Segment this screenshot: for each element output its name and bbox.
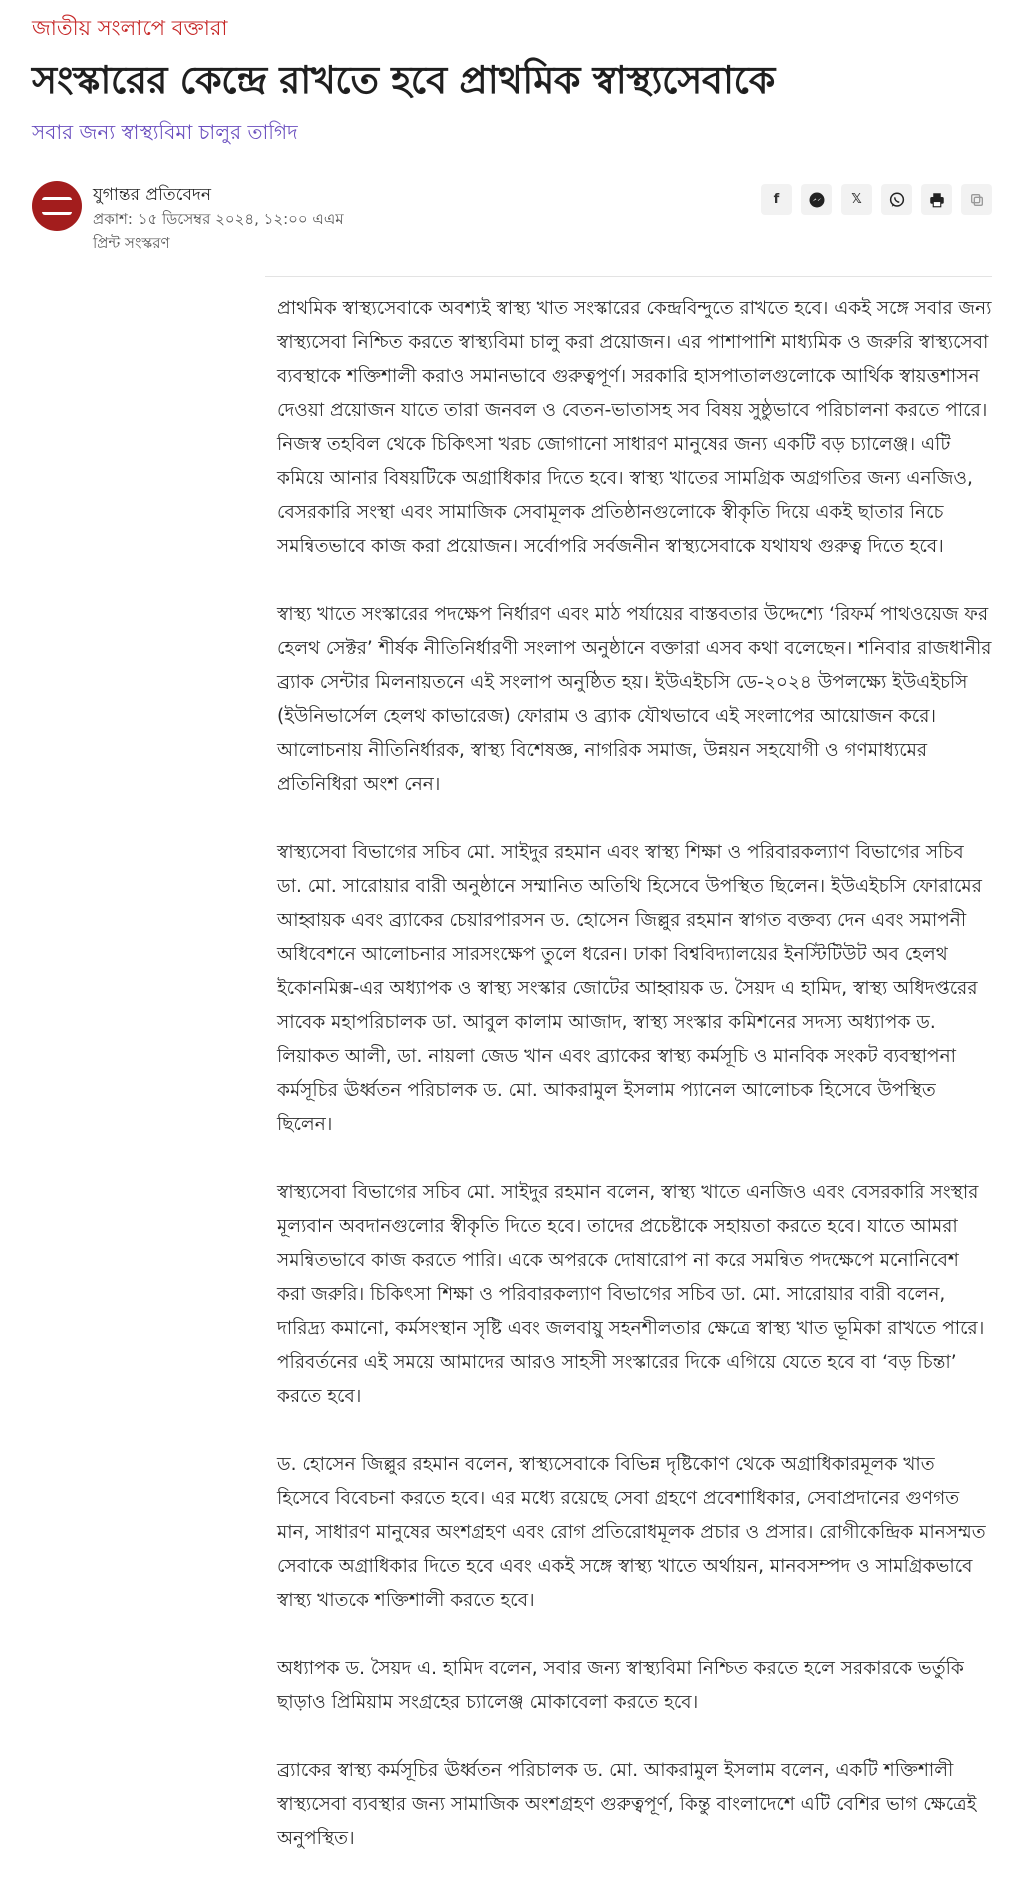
article-paragraph: প্রাথমিক স্বাস্থ্যসেবাকে অবশ্যই স্বাস্থ্য খাত সংস্কারের কেন্দ্রবিন্দুতে রাখতে হবে। একই সঙ্গে সবার জন্য স্বাস্থ্যসেবা নিশ্চিত করতে স্বাস্থ্যবিমা চালু করা প্রয়োজন। এর পাশাপাশি মাধ্যমিক ও জরুরি স্বাস্থ্যসেবা ব্যবস্থাকে শক্তিশালী করাও সমানভাবে গুরুত্বপূর্ণ। সরকারি হাসপাতালগুলোকে আর্থিক স্বায়ত্তশাসন দেওয়া প্রয়োজন যাতে তারা জনবল ও বেতন-ভাতাসহ সব বিষয় সুষ্ঠুভাবে পরিচালনা করতে পারে। নিজস্ব তহবিল থেকে চিকিৎসা খরচ জোগানো সাধারণ মানুষের জন্য একটি বড় চ্যালেঞ্জ। এটি কমিয়ে আনার বিষয়টিকে অগ্রাধিকার দিতে হবে। স্বাস্থ্য খাতের সামগ্রিক অগ্রগতির জন্য এনজিও, বেসরকারি সংস্থা এবং সামাজিক সেবামূলক প্রতিষ্ঠানগুলোকে স্বীকৃতি দিয়ে একই ছাতার নিচে সমন্বিতভাবে কাজ করা প্রয়োজন। সর্বোপরি সর্বজনীন স্বাস্থ্যসেবাকে যথাযথ গুরুত্ব দিতে হবে। — [277, 298, 992, 557]
article-body — [277, 292, 992, 1890]
article-paragraph: ব্র্যাকের স্বাস্থ্য কর্মসূচির ঊর্ধ্বতন পরিচালক ড. মো. আকরামুল ইসলাম বলেন, একটি শক্তিশালী স্বাস্থ্যসেবা ব্যবস্থার জন্য সামাজিক অংশগ্রহণ গুরুত্বপূর্ণ, কিন্তু বাংলাদেশে এটি বেশির ভাগ ক্ষেত্রেই অনুপস্থিত। — [277, 1760, 977, 1849]
logo-mark — [42, 197, 72, 215]
byline — [32, 178, 992, 258]
article-paragraph: স্বাস্থ্য খাতে সংস্কারের পদক্ষেপ নির্ধারণ এবং মাঠ পর্যায়ের বাস্তবতার উদ্দেশ্যে ‘রিফর্ম পাথওয়েজ ফর হেলথ সেক্টর’ শীর্ষক নীতিনির্ধারণী সংলাপ অনুষ্ঠানে বক্তারা এসব কথা বলেছেন। শনিবার রাজধানীর ব্র্যাক সেন্টার মিলনায়তনে এই সংলাপ অনুষ্ঠিত হয়। ইউএইচসি ডে-২০২৪ উপলক্ষ্যে ইউএইচসি (ইউনিভার্সেল হেলথ কাভারেজ) ফোরাম ও ব্র্যাক যৌথভাবে এই সংলাপের আয়োজন করে। আলোচনায় নীতিনির্ধারক, স্বাস্থ্য বিশেষজ্ঞ, নাগরিক সমাজ, উন্নয়ন সহযোগী ও গণমাধ্যমের প্রতিনিধিরা অংশ নেন। — [277, 604, 992, 795]
facebook-glyph: f — [773, 192, 780, 207]
article-headline: সংস্কারের কেন্দ্রে রাখতে হবে প্রাথমিক স্বাস্থ্যসেবাকে — [32, 58, 775, 102]
whatsapp-share-icon[interactable] — [881, 184, 912, 215]
print-edition-label: প্রিন্ট সংস্করণ — [93, 234, 170, 252]
author-name[interactable]: যুগান্তর প্রতিবেদন — [93, 185, 212, 205]
article-subhead: সবার জন্য স্বাস্থ্যবিমা চালুর তাগিদ — [32, 120, 298, 144]
x-glyph: 𝕏 — [851, 192, 862, 207]
facebook-share-icon[interactable] — [761, 184, 792, 215]
article-paragraph: অধ্যাপক ড. সৈয়দ এ. হামিদ বলেন, সবার জন্য স্বাস্থ্যবিমা নিশ্চিত করতে হলে সরকারকে ভর্তুকি ছাড়াও প্রিমিয়াম সংগ্রহের চ্যালেঞ্জ মোকাবেলা করতে হবে। — [277, 1658, 964, 1713]
article-paragraph: স্বাস্থ্যসেবা বিভাগের সচিব মো. সাইদুর রহমান এবং স্বাস্থ্য শিক্ষা ও পরিবারকল্যাণ বিভাগের সচিব ডা. মো. সারোয়ার বারী অনুষ্ঠানে সম্মানিত অতিথি হিসেবে উপস্থিত ছিলেন। ইউএইচসি ফোরামের আহ্বায়ক এবং ব্র্যাকের চেয়ারপারসন ড. হোসেন জিল্লুর রহমান স্বাগত বক্তব্য দেন এবং সমাপনী অধিবেশনে আলোচনার সারসংক্ষেপ তুলে ধরেন। ঢাকা বিশ্ববিদ্যালয়ের ইনস্টিটিউট অব হেলথ ইকোনমিক্স-এর অধ্যাপক ও স্বাস্থ্য সংস্কার জোটের আহ্বায়ক ড. সৈয়দ এ হামিদ, স্বাস্থ্য অধিদপ্তরের সাবেক মহাপরিচালক ডা. আবুল কালাম আজাদ, স্বাস্থ্য সংস্কার কমিশনের সদস্য অধ্যাপক ড. লিয়াকত আলী, ডা. নায়লা জেড খান এবং ব্র্যাকের স্বাস্থ্য কর্মসূচি ও মানবিক সংকট ব্যবস্থাপনা কর্মসূচির ঊর্ধ্বতন পরিচালক ড. মো. আকরামুল ইসলাম প্যানেল আলোচক হিসেবে উপস্থিত ছিলেন। — [277, 842, 982, 1135]
jugantor-logo-icon[interactable] — [32, 181, 82, 231]
article-paragraph: স্বাস্থ্যসেবা বিভাগের সচিব মো. সাইদুর রহমান বলেন, স্বাস্থ্য খাতে এনজিও এবং বেসরকারি সংস্থার মূল্যবান অবদানগুলোর স্বীকৃতি দিতে হবে। তাদের প্রচেষ্টাকে সহায়তা করতে হবে। যাতে আমরা সমন্বিতভাবে কাজ করতে পারি। একে অপরকে দোষারোপ না করে সমন্বিত পদক্ষেপে মনোনিবেশ করা জরুরি। চিকিৎসা শিক্ষা ও পরিবারকল্যাণ বিভাগের সচিব ডা. মো. সারোয়ার বারী বলেন, দারিদ্র্য কমানো, কর্মসংস্থান সৃষ্টি এবং জলবায়ু সহনশীলতার ক্ষেত্রে স্বাস্থ্য খাত ভূমিকা রাখতে পারে। পরিবর্তনের এই সময়ে আমাদের আরও সাহসী সংস্কারের দিকে এগিয়ে যেতে হবে বা ‘বড় চিন্তা’ করতে হবে। — [277, 1182, 985, 1407]
print-glyph — [928, 191, 946, 209]
share-bar — [761, 184, 992, 215]
copy-glyph — [969, 192, 985, 208]
published-date: প্রকাশ: ১৫ ডিসেম্বর ২০২৪, ১২:০০ এএম — [93, 210, 344, 228]
messenger-glyph — [808, 191, 826, 209]
x-share-icon[interactable] — [841, 184, 872, 215]
article-paragraph: ড. হোসেন জিল্লুর রহমান বলেন, স্বাস্থ্যসেবাকে বিভিন্ন দৃষ্টিকোণ থেকে অগ্রাধিকারমূলক খাত হিসেবে বিবেচনা করতে হবে। এর মধ্যে রয়েছে সেবা গ্রহণে প্রবেশাধিকার, সেবাপ্রদানের গুণগত মান, সাধারণ মানুষের অংশগ্রহণ এবং রোগ প্রতিরোধমূলক প্রচার ও প্রসার। রোগীকেন্দ্রিক মানসম্মত সেবাকে অগ্রাধিকার দিতে হবে এবং একই সঙ্গে স্বাস্থ্য খাতে অর্থায়ন, মানবসম্পদ ও সামগ্রিকভাবে স্বাস্থ্য খাতকে শক্তিশালী করতে হবে। — [277, 1454, 986, 1611]
article-kicker[interactable]: জাতীয় সংলাপে বক্তারা — [32, 16, 228, 40]
print-icon[interactable] — [921, 184, 952, 215]
whatsapp-glyph — [888, 191, 906, 209]
copy-link-icon[interactable] — [961, 184, 992, 215]
byline-divider — [265, 276, 992, 277]
messenger-share-icon[interactable] — [801, 184, 832, 215]
